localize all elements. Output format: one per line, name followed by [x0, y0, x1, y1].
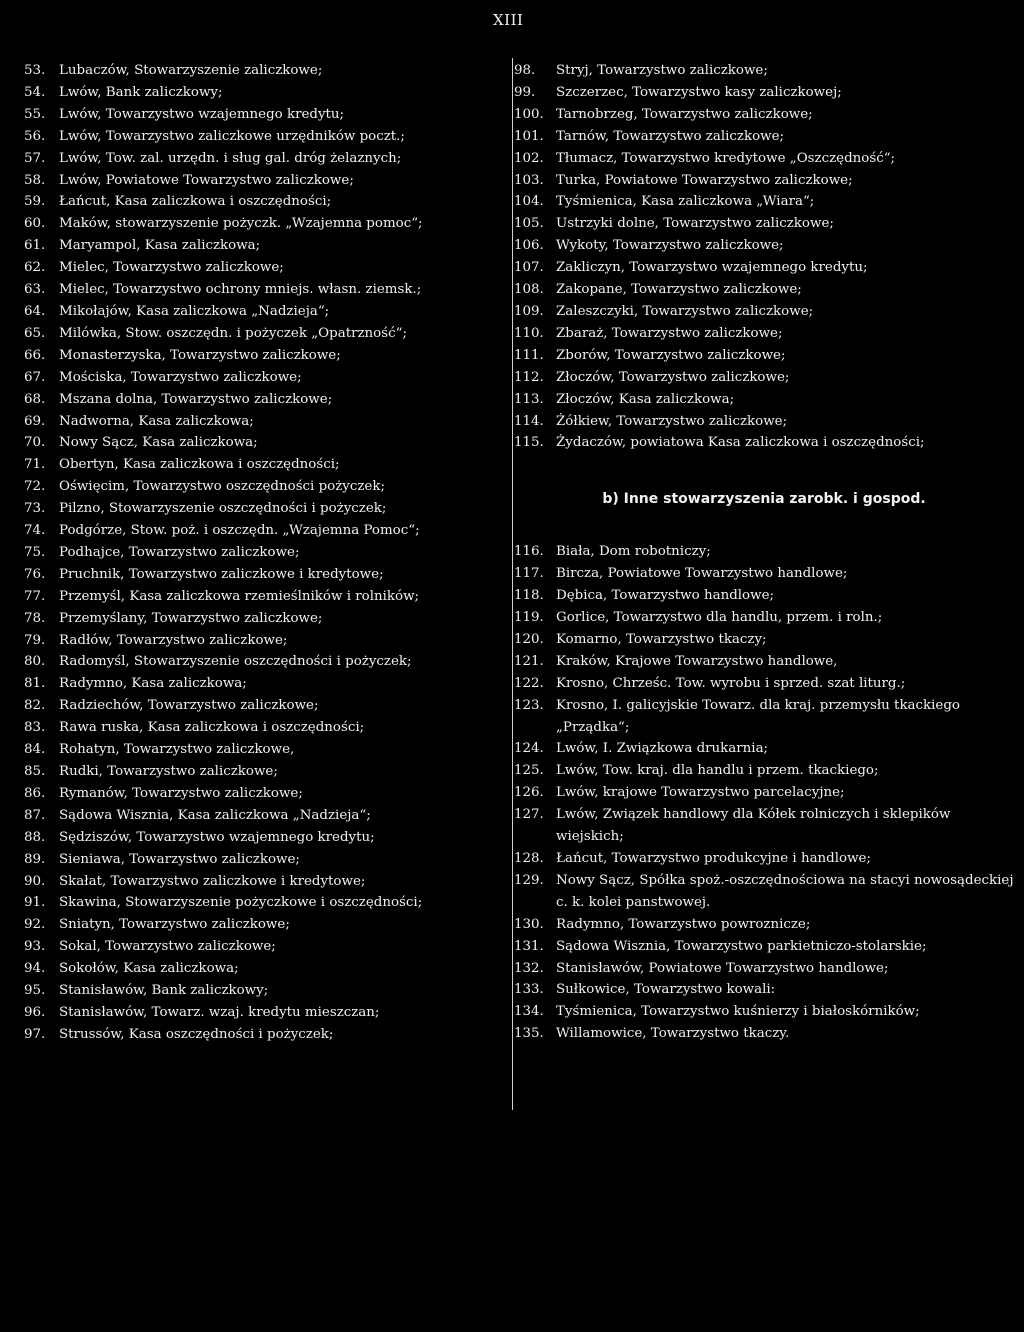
entry-number: 53.: [24, 63, 46, 78]
entry-text: Tłumacz, Towarzystwo kredytowe „Oszczędność“;: [556, 150, 896, 166]
entry-text: Stanisławów, Powiatowe Towarzystwo handlowe;: [556, 960, 889, 976]
list-entry: [24, 235, 510, 257]
list-entry: [514, 389, 1014, 411]
list-entry: [24, 695, 510, 717]
entry-text: Zakliczyn, Towarzystwo wzajemnego kredytu;: [556, 260, 868, 276]
entry-number: 123.: [514, 697, 544, 713]
entry-number: 103.: [514, 172, 544, 188]
entry-text: Willamowice, Towarzystwo tkaczy.: [556, 1026, 790, 1042]
entry-number: 68.: [24, 391, 46, 407]
entry-text: Maryampol, Kasa zaliczkowa;: [59, 238, 261, 254]
list-entry: [24, 717, 510, 739]
section-b-heading: b) Inne stowarzyszenia zarobk. i gospod.: [602, 491, 926, 508]
entry-text: Przemyślany, Towarzystwo zaliczkowe;: [59, 610, 323, 626]
entry-text: Krosno, I. galicyjskie Towarz. dla kraj. przemysłu tkackiego „Prządka“;: [556, 697, 960, 735]
list-entry: [24, 783, 510, 805]
entry-number: 81.: [24, 676, 46, 692]
entry-text: Podgórze, Stow. poż. i oszczędn. „Wzajemna Pomoc“;: [59, 523, 420, 539]
entry-number: 73.: [24, 501, 46, 517]
entry-number: 58.: [24, 172, 46, 188]
list-entry: [514, 958, 1014, 980]
list-entry: [24, 761, 510, 783]
entry-number: 134.: [514, 1004, 544, 1020]
entry-number: 94.: [24, 961, 46, 977]
entry-number: 55.: [24, 106, 46, 122]
entry-text: Ustrzyki dolne, Towarzystwo zaliczkowe;: [556, 216, 834, 232]
entry-number: 82.: [24, 698, 46, 714]
entry-text: Lwów, I. Związkowa drukarnia;: [556, 741, 769, 757]
list-entry: [514, 541, 1014, 563]
entry-number: 113.: [514, 391, 544, 407]
entry-number: 100.: [514, 106, 544, 122]
entry-number: 56.: [24, 128, 46, 144]
entry-text: Dębica, Towarzystwo handlowe;: [556, 588, 775, 604]
entry-text: Lwów, Związek handlowy dla Kółek rolniczych i sklepików wiejskich;: [556, 807, 951, 845]
entry-number: 88.: [24, 829, 46, 845]
entry-text: Lubaczów, Stowarzyszenie zaliczkowe;: [59, 63, 323, 78]
entry-text: Łańcut, Kasa zaliczkowa i oszczędności;: [59, 194, 332, 210]
list-entry: [24, 432, 510, 454]
entry-number: 126.: [514, 785, 544, 801]
entry-number: 106.: [514, 238, 544, 254]
list-entry: [514, 257, 1014, 279]
list-entry: [24, 849, 510, 871]
entry-number: 99.: [514, 84, 536, 100]
section-b-list: [514, 541, 1014, 1045]
entry-number: 116.: [514, 544, 544, 560]
entry-text: Stanisławów, Towarz. wzaj. kredytu mieszczan;: [59, 1004, 380, 1020]
entry-text: Sądowa Wisznia, Towarzystwo parkietniczo-stolarskie;: [556, 938, 927, 954]
list-entry: [24, 542, 510, 564]
entry-text: Pruchnik, Towarzystwo zaliczkowe i kredytowe;: [59, 566, 384, 582]
list-entry: [24, 498, 510, 520]
entry-number: 119.: [514, 610, 544, 626]
list-entry: [24, 739, 510, 761]
entry-text: Sułkowice, Towarzystwo kowali:: [556, 982, 776, 998]
entry-text: Radymno, Kasa zaliczkowa;: [59, 676, 247, 692]
entry-number: 71.: [24, 457, 46, 473]
list-entry: [24, 257, 510, 279]
entry-number: 115.: [514, 435, 544, 451]
list-entry: [24, 892, 510, 914]
entry-text: Radłów, Towarzystwo zaliczkowe;: [59, 632, 288, 648]
list-entry: [24, 191, 510, 213]
entry-number: 89.: [24, 851, 46, 867]
list-entry: [514, 432, 1014, 454]
list-entry: [514, 235, 1014, 257]
list-entry: [514, 148, 1014, 170]
entry-text: Lwów, Powiatowe Towarzystwo zaliczkowe;: [59, 172, 354, 188]
entry-number: 92.: [24, 917, 46, 933]
entry-number: 132.: [514, 960, 544, 976]
list-entry: [24, 367, 510, 389]
list-entry: [24, 564, 510, 586]
entry-text: Lwów, krajowe Towarzystwo parcelacyjne;: [556, 785, 845, 801]
entry-number: 70.: [24, 435, 46, 451]
entry-text: Radziechów, Towarzystwo zaliczkowe;: [59, 698, 319, 714]
entry-text: Sokołów, Kasa zaliczkowa;: [59, 961, 239, 977]
entry-text: Rohatyn, Towarzystwo zaliczkowe,: [59, 742, 295, 758]
list-entry: [24, 586, 510, 608]
entry-number: 80.: [24, 654, 46, 670]
entry-text: Rawa ruska, Kasa zaliczkowa i oszczędności;: [59, 720, 365, 736]
list-entry: [514, 607, 1014, 629]
list-entry: [24, 914, 510, 936]
list-entry: [514, 301, 1014, 323]
list-entry: [24, 673, 510, 695]
entry-number: 114.: [514, 413, 544, 429]
entry-text: Zakopane, Towarzystwo zaliczkowe;: [556, 282, 802, 298]
entry-text: Złoczów, Kasa zaliczkowa;: [556, 391, 735, 407]
list-entry: [514, 738, 1014, 760]
list-entry: [514, 673, 1014, 695]
list-entry: [24, 476, 510, 498]
list-entry: [514, 629, 1014, 651]
list-entry: [514, 760, 1014, 782]
entry-number: 107.: [514, 260, 544, 276]
list-entry: [24, 1002, 510, 1024]
list-entry: [514, 191, 1014, 213]
list-entry: [514, 82, 1014, 104]
list-entry: [24, 389, 510, 411]
list-entry: [514, 60, 1014, 82]
entry-text: Nowy Sącz, Kasa zaliczkowa;: [59, 435, 258, 451]
list-entry: [24, 213, 510, 235]
list-entry: [24, 520, 510, 542]
entry-number: 117.: [514, 566, 544, 582]
list-entry: [514, 126, 1014, 148]
entry-text: Bircza, Powiatowe Towarzystwo handlowe;: [556, 566, 848, 582]
list-entry: [24, 301, 510, 323]
entry-text: Sądowa Wisznia, Kasa zaliczkowa „Nadzieja“;: [59, 807, 371, 823]
list-entry: [514, 848, 1014, 870]
entry-text: Komarno, Towarzystwo tkaczy;: [556, 631, 767, 647]
entry-number: 96.: [24, 1004, 46, 1020]
entry-text: Nadworna, Kasa zaliczkowa;: [59, 413, 254, 429]
entry-text: Skałat, Towarzystwo zaliczkowe i kredytowe;: [59, 873, 366, 889]
entry-text: Złoczów, Towarzystwo zaliczkowe;: [556, 369, 790, 385]
entry-text: Mikołajów, Kasa zaliczkowa „Nadzieja“;: [59, 303, 330, 319]
entry-text: Milówka, Stow. oszczędn. i pożyczek „Opatrzność“;: [59, 325, 407, 341]
list-entry: [24, 805, 510, 827]
entry-text: Lwów, Towarzystwo wzajemnego kredytu;: [59, 106, 345, 122]
entry-text: Żółkiew, Towarzystwo zaliczkowe;: [556, 413, 788, 429]
list-entry: [24, 454, 510, 476]
list-entry: [514, 1023, 1014, 1045]
entry-text: Zaleszczyki, Towarzystwo zaliczkowe;: [556, 303, 814, 319]
entry-number: 129.: [514, 872, 544, 888]
entry-number: 110.: [514, 325, 544, 341]
entry-text: Mielec, Towarzystwo zaliczkowe;: [59, 260, 284, 276]
entry-text: Tarnów, Towarzystwo zaliczkowe;: [556, 128, 785, 144]
entry-text: Mszana dolna, Towarzystwo zaliczkowe;: [59, 391, 333, 407]
list-entry: [24, 936, 510, 958]
entry-text: Biała, Dom robotniczy;: [556, 544, 711, 560]
list-entry: [514, 345, 1014, 367]
list-entry: [514, 585, 1014, 607]
entry-number: 66.: [24, 347, 46, 363]
entry-text: Sokal, Towarzystwo zaliczkowe;: [59, 939, 276, 955]
entry-number: 86.: [24, 785, 46, 801]
list-entry: [24, 1024, 510, 1046]
list-entry: [514, 804, 1014, 848]
entry-number: 122.: [514, 675, 544, 691]
entry-number: 101.: [514, 128, 544, 144]
entry-text: Szczerzec, Towarzystwo kasy zaliczkowej;: [556, 84, 842, 100]
entry-number: 69.: [24, 413, 46, 429]
entry-text: Tyśmienica, Kasa zaliczkowa „Wiara“;: [556, 194, 815, 210]
entry-text: Lwów, Bank zaliczkowy;: [59, 84, 223, 100]
entry-text: Zborów, Towarzystwo zaliczkowe;: [556, 347, 786, 363]
entry-text: Lwów, Towarzystwo zaliczkowe urzędników poczt.;: [59, 128, 405, 144]
entry-number: 84.: [24, 742, 46, 758]
entry-text: Kraków, Krajowe Towarzystwo handlowe,: [556, 653, 838, 669]
list-entry: [514, 367, 1014, 389]
list-entry: [514, 1001, 1014, 1023]
entry-number: 91.: [24, 895, 46, 911]
list-entry: [24, 104, 510, 126]
entry-number: 112.: [514, 369, 544, 385]
list-entry: [24, 279, 510, 301]
list-entry: [24, 148, 510, 170]
entry-text: Turka, Powiatowe Towarzystwo zaliczkowe;: [556, 172, 853, 188]
entry-number: 57.: [24, 150, 46, 166]
entry-number: 85.: [24, 764, 46, 779]
list-entry: [24, 126, 510, 148]
entry-text: Radomyśl, Stowarzyszenie oszczędności i pożyczek;: [59, 654, 412, 670]
list-entry: [514, 936, 1014, 958]
entry-number: 111.: [514, 347, 544, 363]
entry-number: 83.: [24, 720, 46, 736]
left-column: [24, 60, 510, 1046]
entry-text: Lwów, Tow. kraj. dla handlu i przem. tkackiego;: [556, 763, 879, 779]
entry-text: Sędziszów, Towarzystwo wzajemnego kredytu;: [59, 829, 375, 845]
entry-text: Mielec, Towarzystwo ochrony mniejs. własn. ziemsk.;: [59, 282, 422, 298]
entry-number: 127.: [514, 807, 544, 823]
entry-text: Wykoty, Towarzystwo zaliczkowe;: [556, 238, 784, 254]
entry-number: 133.: [514, 982, 544, 998]
entry-number: 54.: [24, 84, 46, 100]
entry-text: Tyśmienica, Towarzystwo kuśnierzy i białoskórników;: [556, 1004, 920, 1020]
entry-number: 90.: [24, 873, 46, 889]
entry-text: Sniatyn, Towarzystwo zaliczkowe;: [59, 917, 290, 933]
list-entry: [24, 82, 510, 104]
entry-text: Lwów, Tow. zal. urzędn. i sług gal. dróg żelaznych;: [59, 150, 402, 166]
list-entry: [24, 827, 510, 849]
entry-number: 79.: [24, 632, 46, 648]
entry-number: 102.: [514, 150, 544, 166]
entry-number: 98.: [514, 63, 536, 78]
entry-number: 61.: [24, 238, 46, 254]
list-entry: [24, 980, 510, 1002]
list-entry: [514, 695, 1014, 739]
list-entry: [514, 104, 1014, 126]
entry-number: 62.: [24, 260, 46, 276]
entry-number: 77.: [24, 588, 46, 604]
entry-number: 97.: [24, 1026, 46, 1042]
entry-number: 87.: [24, 807, 46, 823]
list-entry: [514, 411, 1014, 433]
list-entry: [514, 979, 1014, 1001]
entry-text: Oświęcim, Towarzystwo oszczędności pożyczek;: [59, 479, 385, 495]
entry-text: Mościska, Towarzystwo zaliczkowe;: [59, 369, 302, 385]
entry-number: 121.: [514, 653, 544, 669]
entry-number: 118.: [514, 588, 544, 604]
entry-number: 104.: [514, 194, 544, 210]
entry-number: 78.: [24, 610, 46, 626]
list-entry: [514, 914, 1014, 936]
page-number: XIII: [493, 11, 524, 29]
entry-text: Strussów, Kasa oszczędności i pożyczek;: [59, 1026, 334, 1042]
entry-number: 108.: [514, 282, 544, 298]
entry-text: Skawina, Stowarzyszenie pożyczkowe i oszczędności;: [59, 895, 423, 911]
entry-text: Przemyśl, Kasa zaliczkowa rzemieślników i rolników;: [59, 588, 420, 604]
entry-text: Tarnobrzeg, Towarzystwo zaliczkowe;: [556, 106, 813, 122]
entry-text: Krosno, Chrześc. Tow. wyrobu i sprzed. szat liturg.;: [556, 675, 906, 691]
list-entry: [514, 213, 1014, 235]
list-entry: [514, 870, 1014, 914]
entry-number: 130.: [514, 916, 544, 932]
entry-text: Stanisławów, Bank zaliczkowy;: [59, 983, 269, 999]
entry-number: 109.: [514, 303, 544, 319]
entry-text: Żydaczów, powiatowa Kasa zaliczkowa i oszczędności;: [556, 435, 925, 451]
list-entry: [24, 323, 510, 345]
list-entry: [24, 608, 510, 630]
entry-text: Rudki, Towarzystwo zaliczkowe;: [59, 764, 278, 779]
list-entry: [24, 651, 510, 673]
list-entry: [24, 411, 510, 433]
entry-text: Łańcut, Towarzystwo produkcyjne i handlowe;: [556, 851, 871, 866]
entry-text: Monasterzyska, Towarzystwo zaliczkowe;: [59, 347, 341, 363]
entry-number: 135.: [514, 1026, 544, 1042]
entry-number: 120.: [514, 631, 544, 647]
list-entry: [514, 279, 1014, 301]
entry-number: 72.: [24, 479, 46, 495]
entry-text: Gorlice, Towarzystwo dla handlu, przem. i roln.;: [556, 610, 883, 626]
entry-number: 76.: [24, 566, 46, 582]
column-divider: [512, 58, 513, 1110]
list-entry: [24, 345, 510, 367]
list-entry: [24, 60, 510, 82]
entry-number: 125.: [514, 763, 544, 779]
entry-number: 67.: [24, 369, 46, 385]
entry-text: Sieniawa, Towarzystwo zaliczkowe;: [59, 851, 300, 867]
list-entry: [24, 630, 510, 652]
entry-number: 75.: [24, 544, 46, 560]
list-entry: [514, 170, 1014, 192]
right-column: [514, 60, 1014, 1045]
list-entry: [514, 782, 1014, 804]
entry-number: 95.: [24, 983, 46, 999]
entry-number: 65.: [24, 325, 46, 341]
entry-number: 105.: [514, 216, 544, 232]
list-entry: [24, 871, 510, 893]
entry-text: Stryj, Towarzystwo zaliczkowe;: [556, 63, 768, 78]
entry-number: 64.: [24, 303, 46, 319]
entry-text: Podhajce, Towarzystwo zaliczkowe;: [59, 544, 300, 560]
section-a-list-continued: [514, 60, 1014, 454]
entry-number: 128.: [514, 851, 544, 866]
entry-text: Obertyn, Kasa zaliczkowa i oszczędności;: [59, 457, 340, 473]
list-entry: [24, 958, 510, 980]
entry-number: 131.: [514, 938, 544, 954]
entry-number: 93.: [24, 939, 46, 955]
entry-number: 74.: [24, 523, 46, 539]
entry-text: Nowy Sącz, Spółka spoż.-oszczędnościowa na stacyi nowosądeckiej c. k. kolei panstwowej.: [556, 872, 1014, 910]
entry-text: Zbaraż, Towarzystwo zaliczkowe;: [556, 325, 783, 341]
entry-number: 63.: [24, 282, 46, 298]
list-entry: [514, 563, 1014, 585]
entry-number: 124.: [514, 741, 544, 757]
entry-text: Maków, stowarzyszenie pożyczk. „Wzajemna pomoc“;: [59, 216, 423, 232]
entry-text: Pilzno, Stowarzyszenie oszczędności i pożyczek;: [59, 501, 387, 517]
entry-text: Radymno, Towarzystwo powroznicze;: [556, 916, 811, 932]
list-entry: [24, 170, 510, 192]
entry-number: 60.: [24, 216, 46, 232]
list-entry: [514, 323, 1014, 345]
entry-text: Rymanów, Towarzystwo zaliczkowe;: [59, 785, 303, 801]
list-entry: [514, 651, 1014, 673]
entry-number: 59.: [24, 194, 46, 210]
